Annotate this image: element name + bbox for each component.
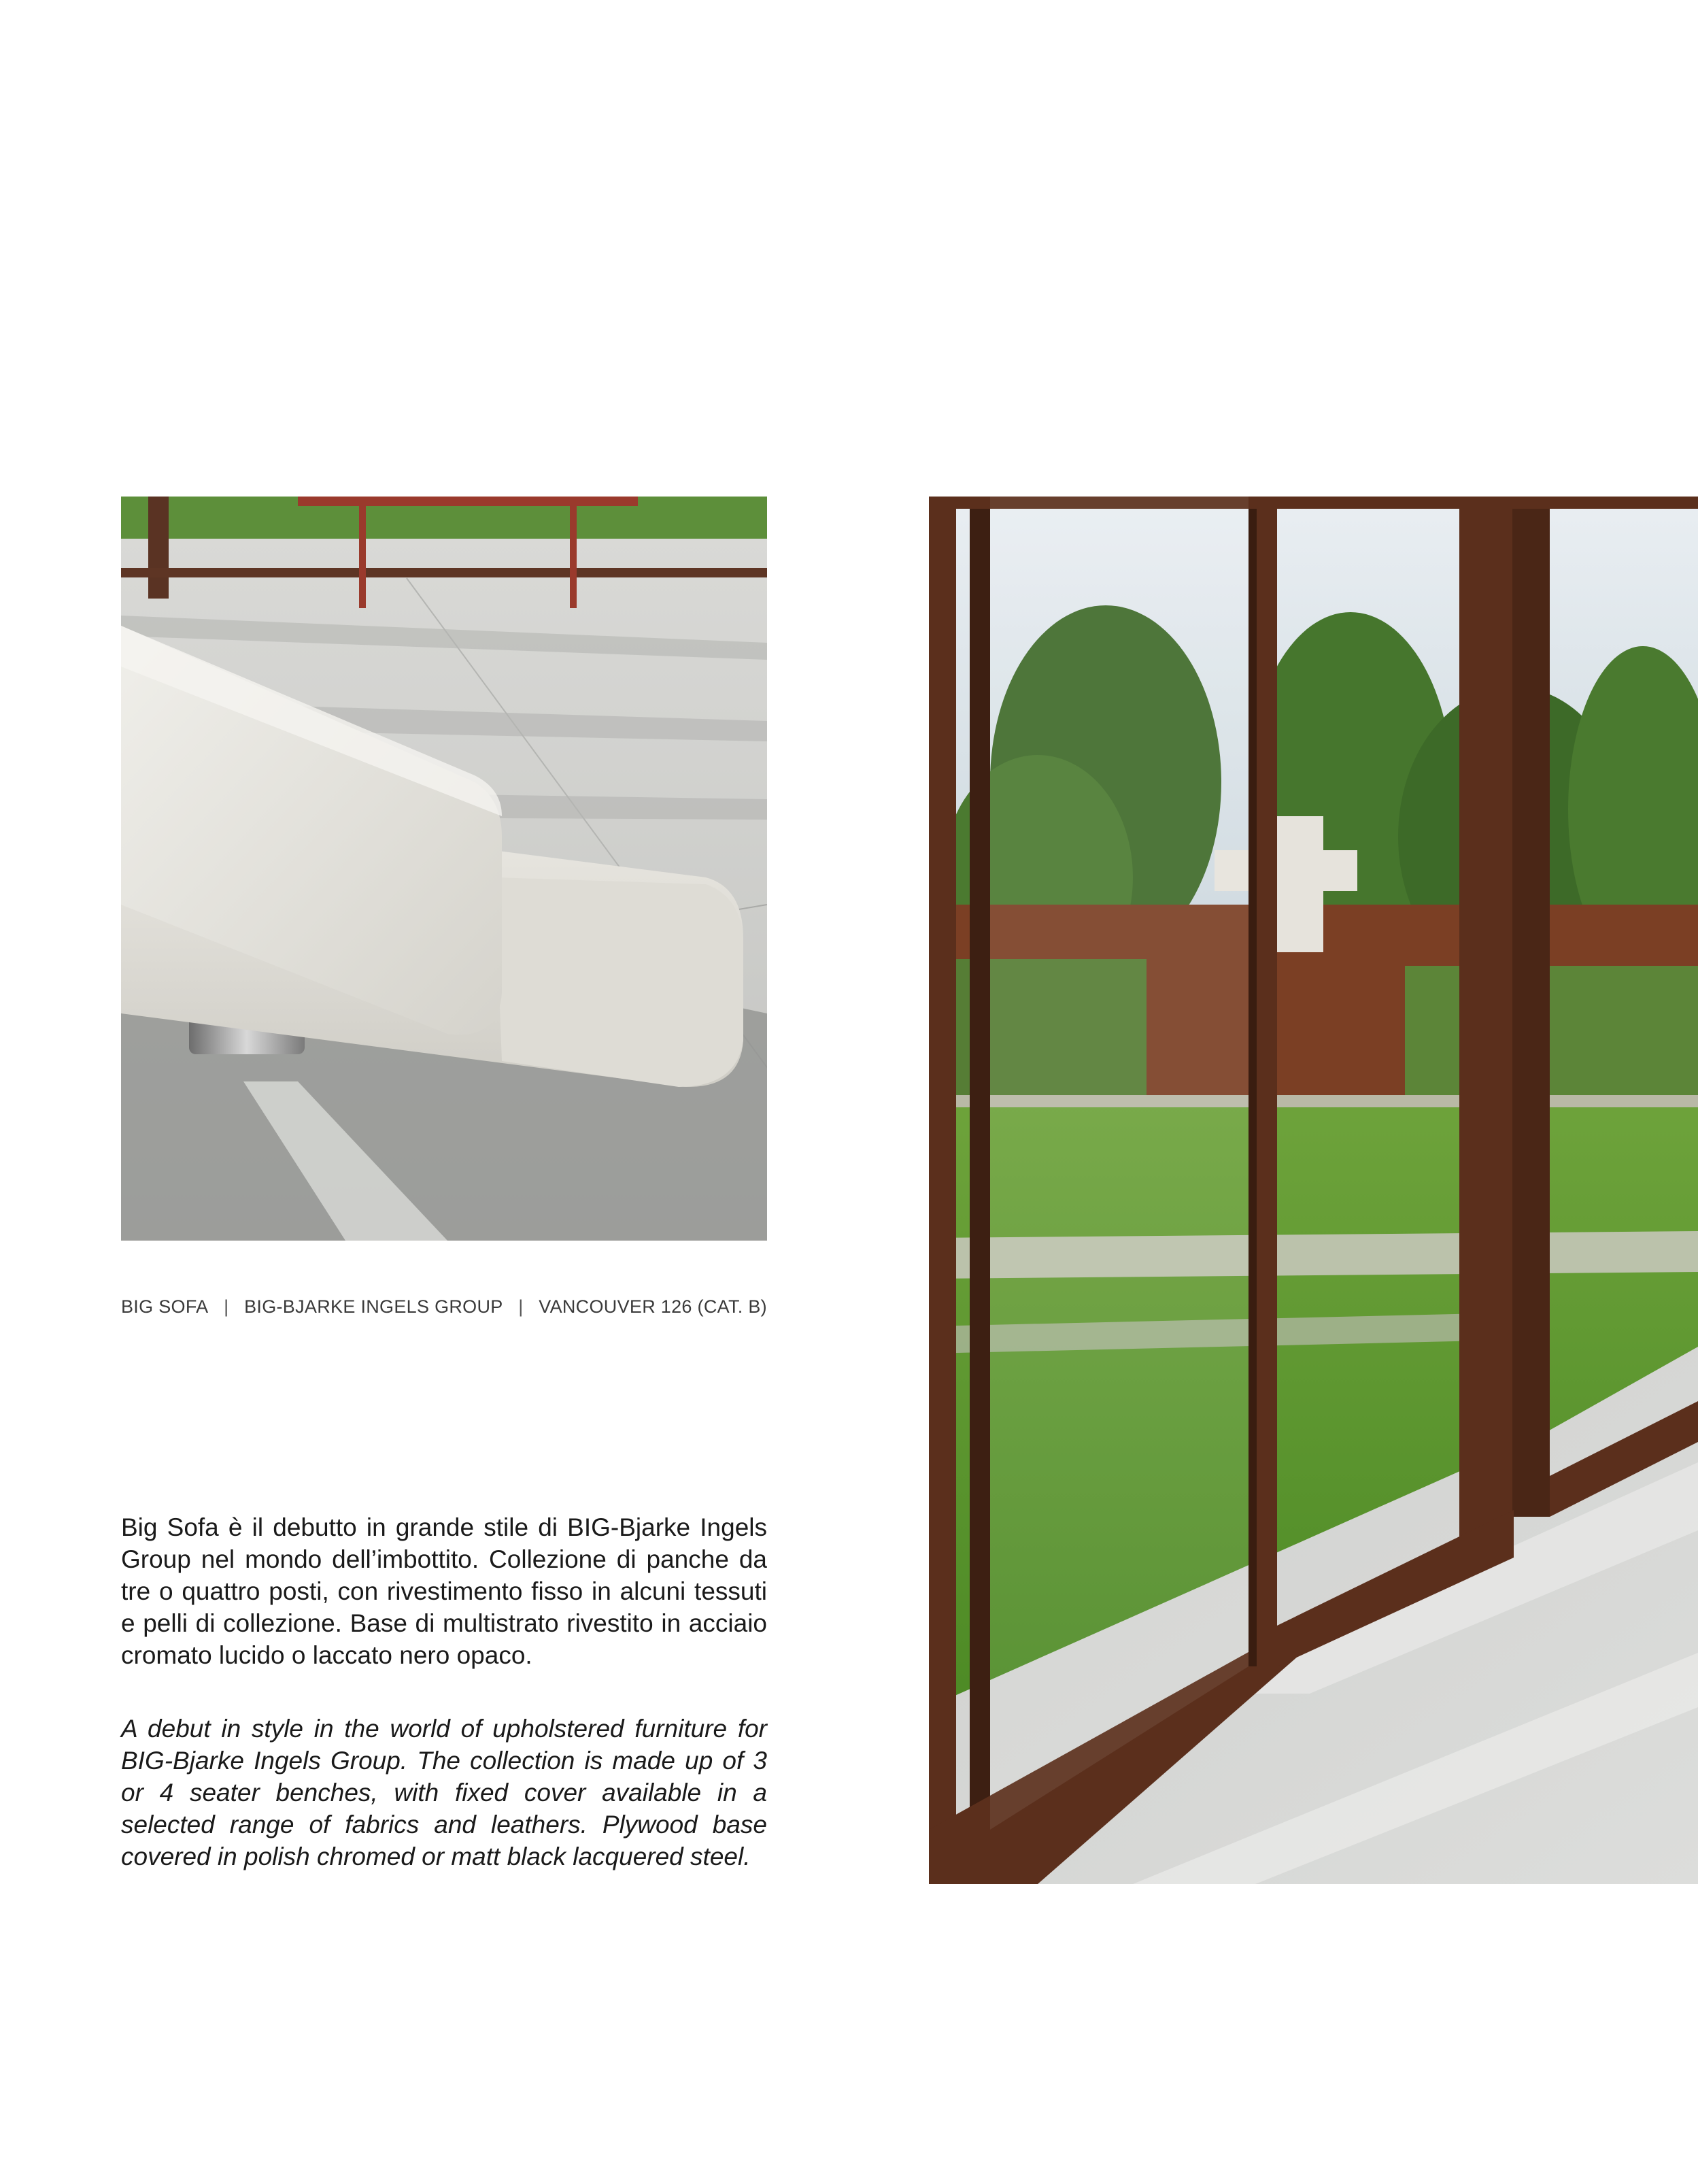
caption-fabric: VANCOUVER 126 (CAT. B) [539,1296,767,1317]
sofa-photo-illustration [121,497,767,1241]
window-photo-illustration [929,497,1698,1884]
sofa-photo [121,497,767,1241]
description-italian: Big Sofa è il debutto in grande stile di BIG-Bjarke Ingels Group nel mondo dell’imbottito. Collezione di panche da tre o quattro posti, con rivestimento fisso in alcuni tessuti e pelli di collezione. Base di multistrato rivestito in acciaio cromato lucido o laccato nero opaco. [121,1513,767,1669]
caption-designer: BIG-BJARKE INGELS GROUP [244,1296,503,1317]
window-photo [929,497,1698,1884]
caption-separator: | [518,1296,524,1317]
description-english: A debut in style in the world of upholstered furniture for BIG-Bjarke Ingels Group. The collection is made up of 3 or 4 seater benches, with fixed cover available in a selected range of fabrics and leathers. Plywood base covered in polish chromed or matt black lacquered steel. [121,1715,767,1870]
caption-product: BIG SOFA [121,1296,209,1317]
product-caption [121,1296,767,1317]
caption-separator: | [224,1296,229,1317]
